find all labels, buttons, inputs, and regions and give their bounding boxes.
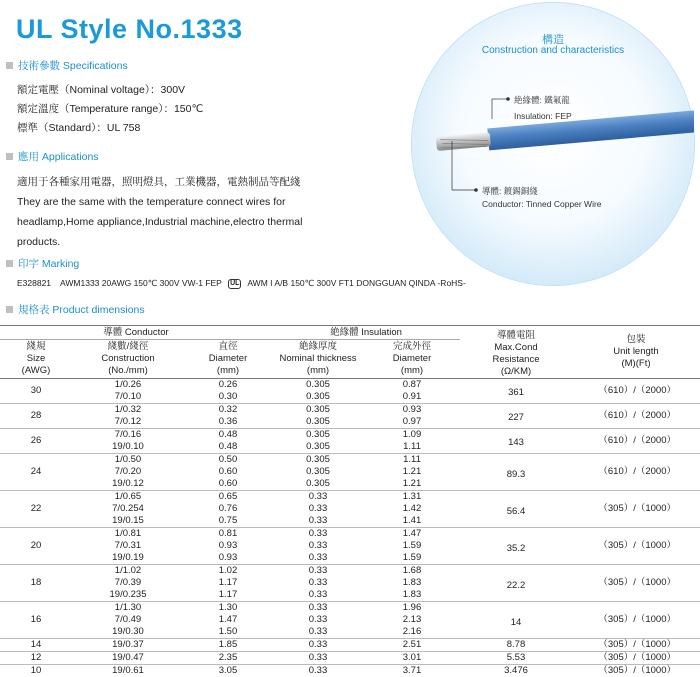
thickness-cell: 0.305 0.305 [272, 404, 364, 429]
size-cell: 14 [0, 639, 72, 652]
thickness-header: 絶緣厚度 Nominal thickness (mm) [272, 340, 364, 379]
od-cell: 1.96 2.13 2.16 [364, 602, 460, 639]
size-cell: 26 [0, 429, 72, 454]
thickness-cell: 0.305 0.305 0.305 [272, 454, 364, 491]
package-cell: （305）/（1000） [572, 652, 700, 665]
construction-diagram [412, 3, 694, 285]
size-cell: 24 [0, 454, 72, 491]
diameter-cell: 0.50 0.60 0.60 [184, 454, 272, 491]
package-cell: （610）/（2000） [572, 429, 700, 454]
table-row [0, 565, 700, 602]
resistance-cell: 227 [460, 404, 572, 429]
construction-cell: 1/0.26 7/0.10 [72, 379, 184, 404]
section-marking [6, 256, 79, 271]
table-row [0, 454, 700, 491]
resistance-cell: 35.2 [460, 528, 572, 565]
bullet-square-icon [6, 62, 13, 69]
dimensions-table-body [0, 379, 700, 677]
marking-awm: AWM1333 20AWG 150℃ 300V VW-1 FEP [60, 278, 222, 288]
spec-voltage: 額定電壓（Nominal voltage）：300V [17, 82, 185, 97]
section-heading: 印字 Marking [18, 256, 79, 271]
od-cell: 1.31 1.42 1.41 [364, 491, 460, 528]
table-row [0, 665, 700, 677]
package-header: 包裝 Unit length (M)(Ft) [572, 326, 700, 379]
construction-cell: 1/1.30 7/0.49 19/0.30 [72, 602, 184, 639]
thickness-cell: 0.33 [272, 639, 364, 652]
wire-illustration [412, 3, 694, 285]
resistance-cell: 22.2 [460, 565, 572, 602]
diameter-cell: 0.81 0.93 0.93 [184, 528, 272, 565]
page-title: UL Style No.1333 [16, 14, 243, 45]
construction-cell: 7/0.16 19/0.10 [72, 429, 184, 454]
diameter-cell: 1.30 1.47 1.50 [184, 602, 272, 639]
od-cell: 1.68 1.83 1.83 [364, 565, 460, 602]
size-cell: 20 [0, 528, 72, 565]
table-row [0, 602, 700, 639]
table-row [0, 652, 700, 665]
bullet-square-icon [6, 153, 13, 160]
resistance-cell: 361 [460, 379, 572, 404]
applications-text [17, 172, 352, 252]
od-cell: 3.71 [364, 665, 460, 677]
application-line: 適用于各種家用電器，照明燈具，工業機器，電熱制品等配綫 [17, 172, 352, 192]
od-cell: 3.01 [364, 652, 460, 665]
thickness-cell: 0.305 0.305 [272, 379, 364, 404]
diameter-cell: 0.65 0.76 0.75 [184, 491, 272, 528]
size-cell: 22 [0, 491, 72, 528]
resistance-cell: 3.476 [460, 665, 572, 677]
application-line: headlamp,Home appliance,Industrial machine,electro thermal [17, 212, 352, 232]
construction-cell: 1/0.32 7/0.12 [72, 404, 184, 429]
resistance-cell: 5.53 [460, 652, 572, 665]
section-specifications [6, 58, 128, 73]
construction-cell: 1/1.02 7/0.39 19/0.235 [72, 565, 184, 602]
insulation-group-header: 絶緣體 Insulation [272, 326, 460, 340]
table-row [0, 429, 700, 454]
spec-temperature: 額定溫度（Temperature range）：150℃ [17, 101, 203, 116]
conductor-label-cn: 導體: 鍍錫銅綫 [482, 185, 538, 197]
resistance-cell: 14 [460, 602, 572, 639]
dimensions-table [0, 325, 700, 677]
od-cell: 0.87 0.91 [364, 379, 460, 404]
package-cell: （305）/（1000） [572, 665, 700, 677]
thickness-cell: 0.33 0.33 0.33 [272, 528, 364, 565]
resistance-cell: 89.3 [460, 454, 572, 491]
table-row [0, 379, 700, 404]
section-dimensions [6, 302, 145, 317]
size-cell: 28 [0, 404, 72, 429]
construction-header: 綫數/綫徑 Construction (No./mm) [72, 340, 184, 379]
construction-cell: 19/0.47 [72, 652, 184, 665]
od-cell: 2.51 [364, 639, 460, 652]
package-cell: （305）/（1000） [572, 491, 700, 528]
table-row [0, 528, 700, 565]
size-cell: 30 [0, 379, 72, 404]
section-heading: 技術參數 Specifications [18, 58, 128, 73]
package-cell: （305）/（1000） [572, 528, 700, 565]
thickness-cell: 0.33 [272, 652, 364, 665]
resistance-cell: 56.4 [460, 491, 572, 528]
od-cell: 1.11 1.21 1.21 [364, 454, 460, 491]
package-cell: （610）/（2000） [572, 404, 700, 429]
diameter-cell: 0.48 0.48 [184, 429, 272, 454]
od-cell: 1.47 1.59 1.59 [364, 528, 460, 565]
conductor-group-header: 導體 Conductor [0, 326, 272, 340]
diameter-header: 直徑 Diameter (mm) [184, 340, 272, 379]
package-cell: （305）/（1000） [572, 639, 700, 652]
construction-cell: 1/0.65 7/0.254 19/0.15 [72, 491, 184, 528]
size-header: 綫規 Size (AWG) [0, 340, 72, 379]
marking-text [17, 278, 466, 289]
section-applications [6, 149, 99, 164]
package-cell: （305）/（1000） [572, 565, 700, 602]
bullet-square-icon [6, 260, 13, 267]
thickness-cell: 0.33 0.33 0.33 [272, 602, 364, 639]
application-line: products. [17, 232, 352, 252]
construction-cell: 19/0.37 [72, 639, 184, 652]
size-cell: 12 [0, 652, 72, 665]
od-header: 完成外徑 Diameter (mm) [364, 340, 460, 379]
od-cell: 0.93 0.97 [364, 404, 460, 429]
section-heading: 應用 Applications [18, 149, 99, 164]
bullet-square-icon [6, 306, 13, 313]
marking-rating: AWM I A/B 150℃ 300V FT1 DONGGUAN QINDA -RoHS- [247, 278, 465, 288]
section-heading: 規格表 Product dimensions [18, 302, 145, 317]
spec-standard: 標準（Standard）：UL 758 [17, 120, 140, 135]
tinned-copper-strands [436, 132, 491, 151]
ul-logo-icon: UL [228, 279, 241, 289]
application-line: They are the same with the temperature connect wires for [17, 192, 352, 212]
diameter-cell: 2.35 [184, 652, 272, 665]
package-cell: （305）/（1000） [572, 602, 700, 639]
insulation-label-cn: 絶緣體: 鐵氟龍 [514, 94, 570, 106]
thickness-cell: 0.33 0.33 0.33 [272, 491, 364, 528]
construction-title-cn: 構造 [412, 31, 694, 47]
diameter-cell: 3.05 [184, 665, 272, 677]
construction-cell: 19/0.61 [72, 665, 184, 677]
package-cell: （610）/（2000） [572, 379, 700, 404]
marking-file-number: E328821 [17, 278, 51, 288]
construction-cell: 1/0.50 7/0.20 19/0.12 [72, 454, 184, 491]
diameter-cell: 0.26 0.30 [184, 379, 272, 404]
table-row [0, 404, 700, 429]
construction-cell: 1/0.81 7/0.31 19/0.19 [72, 528, 184, 565]
table-row [0, 639, 700, 652]
resistance-header: 導體電阻 Max.Cond Resistance (Ω/KM) [460, 326, 572, 379]
thickness-cell: 0.33 0.33 0.33 [272, 565, 364, 602]
od-cell: 1.09 1.11 [364, 429, 460, 454]
thickness-cell: 0.305 0.305 [272, 429, 364, 454]
size-cell: 10 [0, 665, 72, 677]
diameter-cell: 1.85 [184, 639, 272, 652]
diameter-cell: 0.32 0.36 [184, 404, 272, 429]
size-cell: 18 [0, 565, 72, 602]
resistance-cell: 143 [460, 429, 572, 454]
construction-title-en: Construction and characteristics [412, 45, 694, 56]
table-row [0, 491, 700, 528]
package-cell: （610）/（2000） [572, 454, 700, 491]
thickness-cell: 0.33 [272, 665, 364, 677]
conductor-label-en: Conductor: Tinned Copper Wire [482, 199, 602, 209]
resistance-cell: 8.78 [460, 639, 572, 652]
size-cell: 16 [0, 602, 72, 639]
insulation-label-en: Insulation: FEP [514, 111, 572, 121]
diameter-cell: 1.02 1.17 1.17 [184, 565, 272, 602]
